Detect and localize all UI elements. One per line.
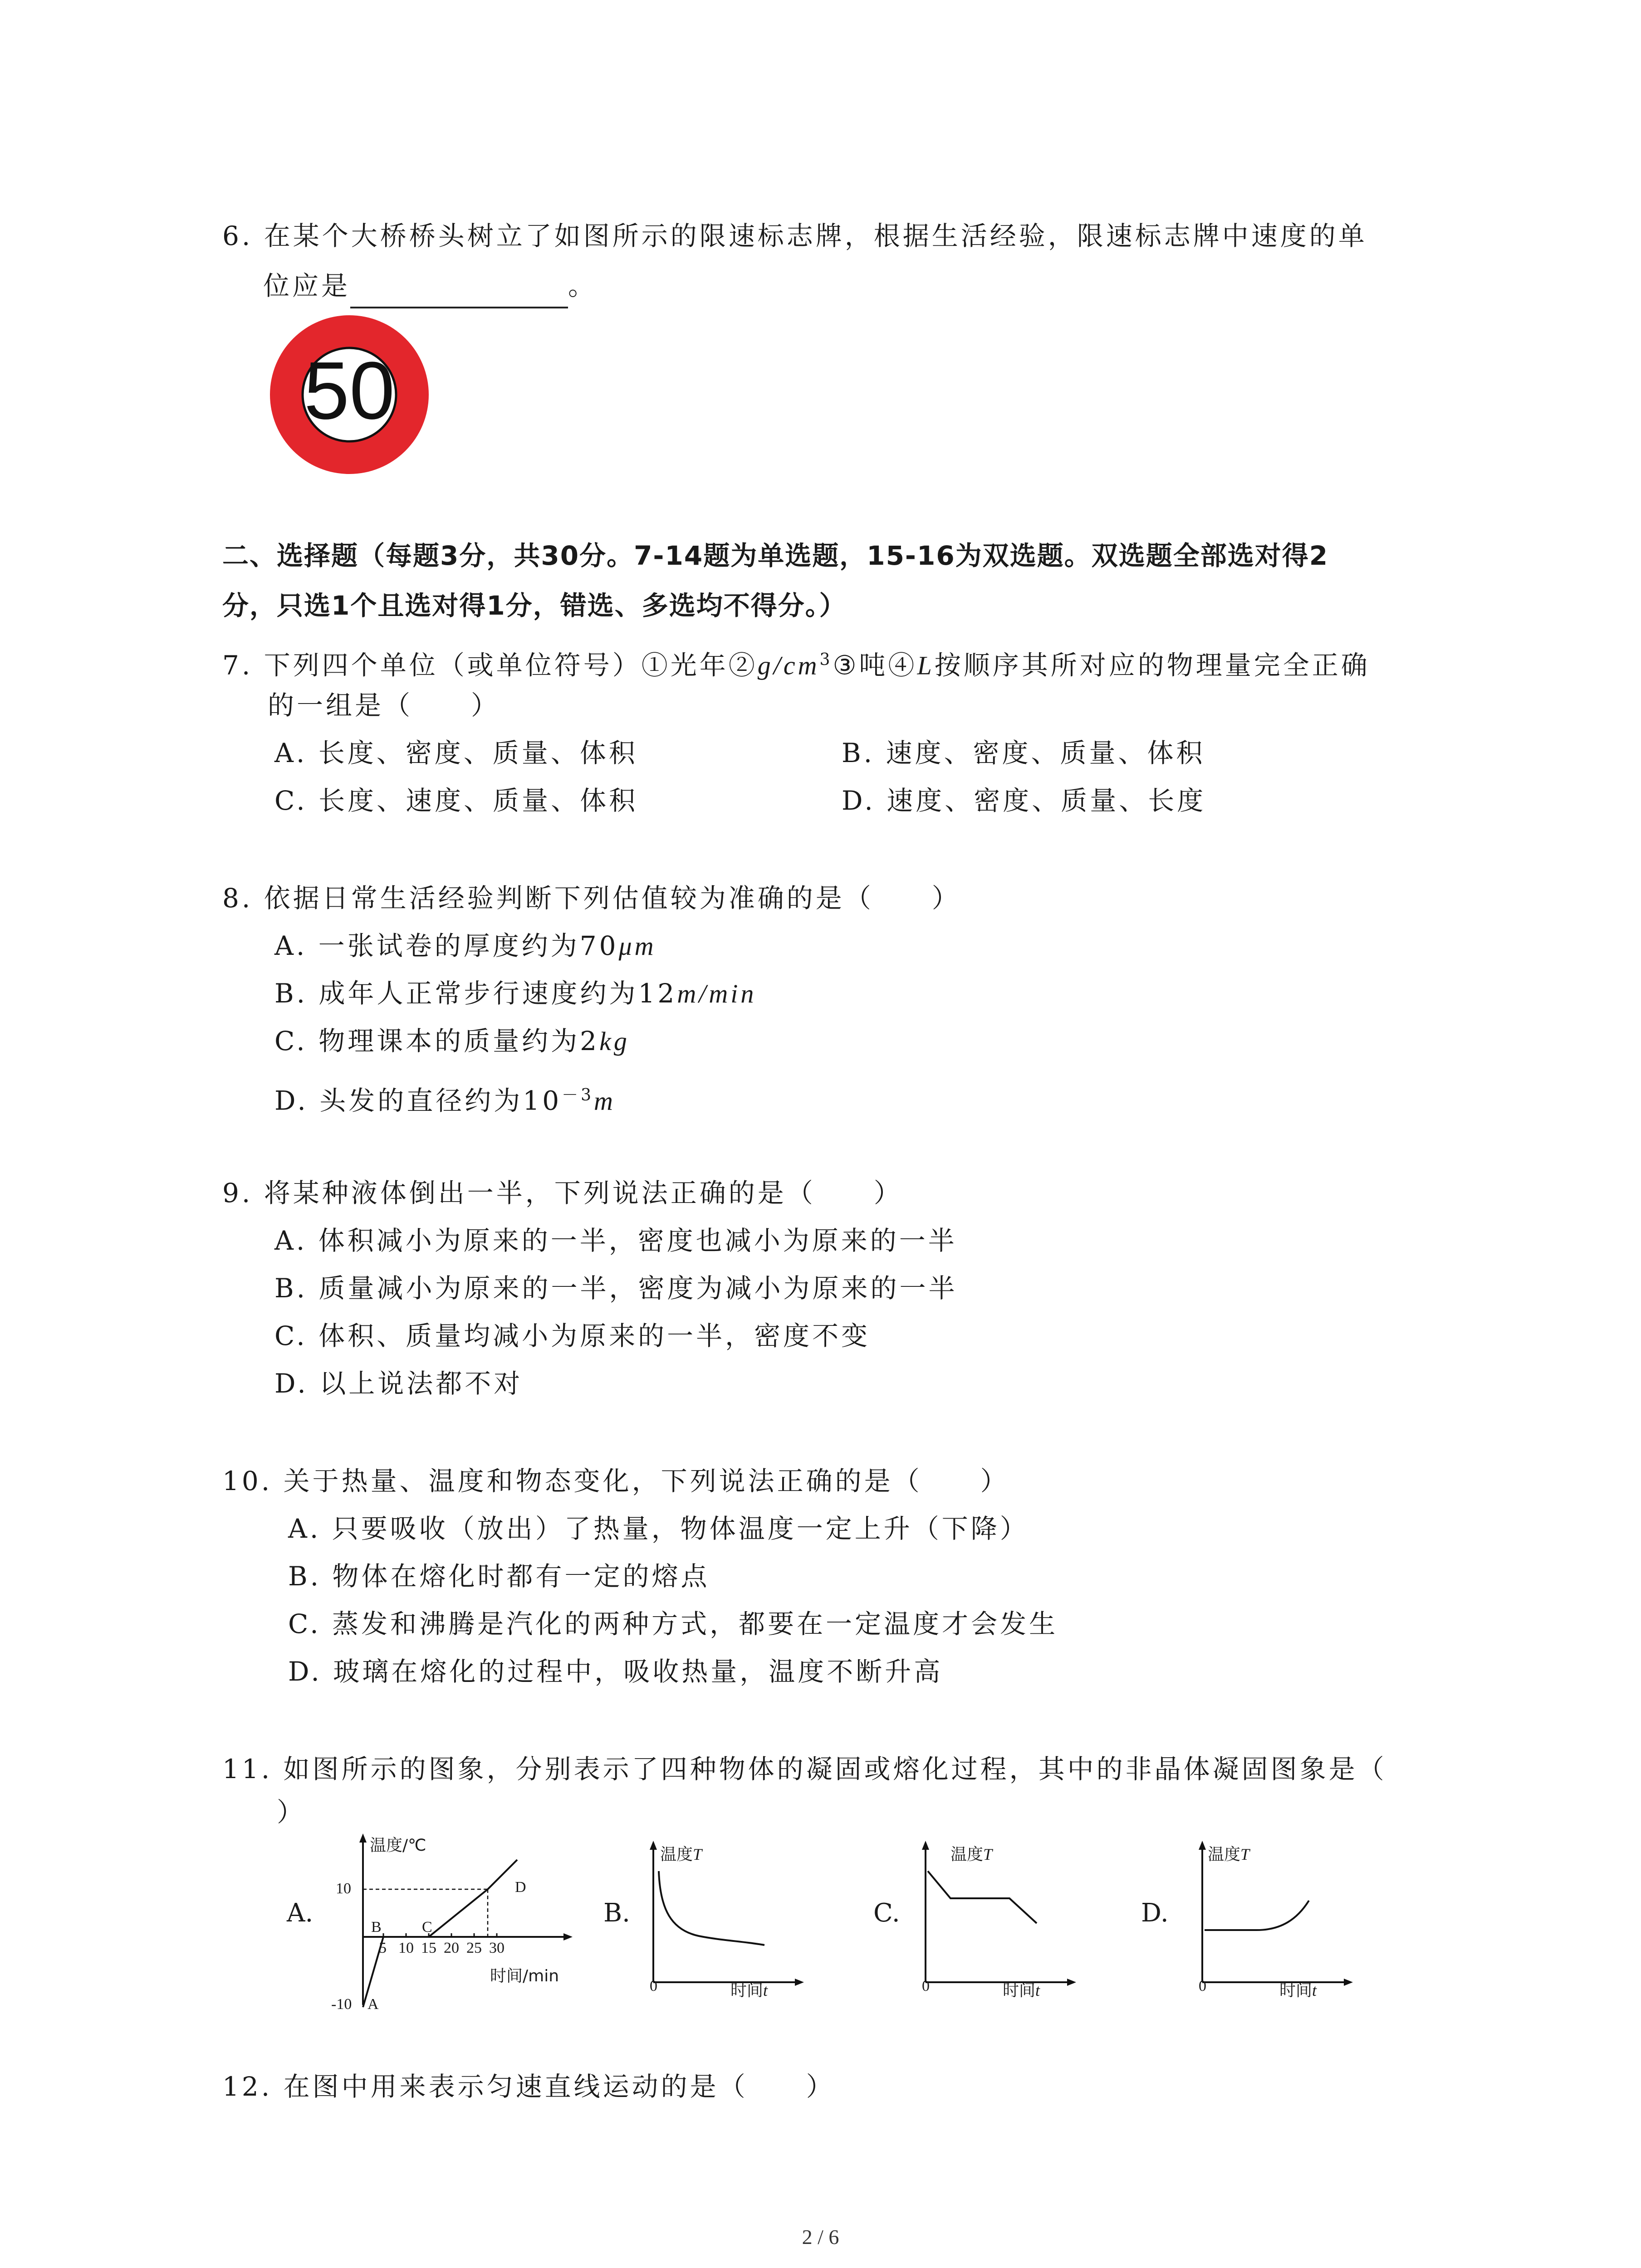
q11-graph-a-plot: [331, 1833, 585, 2014]
q11-graph-c-plot: [912, 1837, 1084, 2000]
q11-graph-a-point-a: A: [367, 1996, 379, 2013]
q8-option-b-text: B. 成年人正常步行速度约为12: [274, 978, 677, 1009]
page-number: 2 / 6: [802, 2225, 839, 2248]
q10-option-c[interactable]: C. 蒸发和沸腾是汽化的两种方式，都要在一定温度才会发生: [288, 1608, 1058, 1639]
q11-graph-d-xlabel-text: 时间: [1279, 1981, 1313, 2000]
q11-graph-d[interactable]: [1189, 1837, 1361, 2000]
section2-heading-line2: 分，只选1个且选对得1分，错选、多选均不得分。）: [222, 590, 847, 621]
q11-graph-d-ylabel-text: 温度: [1208, 1845, 1241, 1864]
q6-line2-text: 位应是: [263, 270, 351, 301]
q8-option-c-text: C. 物理课本的质量约为2: [274, 1026, 600, 1056]
q11-graph-d-xvar: t: [1312, 1981, 1317, 1999]
q7-option-a[interactable]: A. 长度、密度、质量、体积: [274, 738, 638, 768]
q11-graph-a-xlabel: 时间/min: [490, 1967, 559, 1985]
q11-graph-c-origin: 0: [922, 1978, 930, 1994]
q11-graph-b-xlabel-text: 时间: [730, 1981, 764, 2000]
q11-graph-a-point-b: B: [371, 1919, 382, 1936]
q11-option-a-label[interactable]: A.: [287, 1898, 314, 1928]
q6-line2-end: 。: [568, 270, 598, 301]
q11-graph-a-ylabel: 温度/℃: [370, 1836, 426, 1855]
q9-option-c[interactable]: C. 体积、质量均减小为原来的一半，密度不变: [274, 1320, 871, 1351]
q11-graph-a-xtick-20: 20: [444, 1940, 459, 1956]
q7-text-b: ③吨④: [833, 650, 917, 681]
q11-graph-d-yvar: T: [1240, 1845, 1250, 1863]
q8-option-d-unit: m: [594, 1086, 616, 1116]
q11-graph-b-xlabel: [730, 1978, 768, 2001]
q7-line1: [222, 637, 1370, 688]
q11-graph-d-ylabel: [1208, 1842, 1249, 1865]
q11-graph-a[interactable]: [331, 1833, 585, 2014]
q11-stem-line1: 11. 如图所示的图象，分别表示了四种物体的凝固或熔化过程，其中的非晶体凝固图象是（: [222, 1754, 1387, 1784]
q11-graph-b-ylabel: [660, 1842, 702, 1865]
q11-graph-c-ylabel: [950, 1842, 992, 1865]
q11-graph-c-xlabel: [1003, 1978, 1040, 2001]
speed-limit-value: 50: [304, 345, 395, 436]
q8-option-a-unit: μm: [618, 931, 656, 961]
q7-text-a: 7. 下列四个单位（或单位符号）①光年②: [222, 650, 758, 681]
speed-limit-sign: [268, 313, 431, 476]
q11-graph-d-xlabel: [1279, 1978, 1317, 2001]
q8-option-c[interactable]: [274, 1018, 630, 1064]
q11-graph-c-yvar: T: [983, 1845, 993, 1863]
q8-option-b[interactable]: [274, 971, 756, 1017]
q11-graph-a-ytick-10: 10: [336, 1880, 351, 1897]
q9-option-b[interactable]: B. 质量减小为原来的一半，密度为减小为原来的一半: [274, 1273, 958, 1304]
q6-line1: 6. 在某个大桥桥头树立了如图所示的限速标志牌，根据生活经验，限速标志牌中速度的单: [222, 220, 1367, 251]
q8-option-c-unit: kg: [599, 1026, 630, 1056]
q11-graph-a-xtick-10: 10: [398, 1940, 414, 1956]
q10-stem: 10. 关于热量、温度和物态变化，下列说法正确的是（ ）: [222, 1466, 1009, 1496]
q7-unit-density: g/cm: [757, 650, 820, 680]
q11-graph-b-ylabel-text: 温度: [660, 1845, 693, 1864]
q7-unit-litre: L: [917, 650, 935, 680]
q11-graph-c-xlabel-text: 时间: [1003, 1981, 1036, 2000]
q11-graph-a-xtick-30: 30: [489, 1940, 505, 1956]
q6-line2: [263, 263, 597, 308]
q11-graph-a-ytick-neg10: -10: [331, 1996, 352, 2013]
q8-stem: 8. 依据日常生活经验判断下列估值较为准确的是（ ）: [222, 883, 961, 914]
q12-stem: 12. 在图中用来表示匀速直线运动的是（ ）: [222, 2071, 835, 2102]
q11-graph-c[interactable]: [912, 1837, 1084, 2000]
q9-stem: 9. 将某种液体倒出一半，下列说法正确的是（ ）: [222, 1178, 903, 1208]
q11-graph-b-origin: 0: [650, 1978, 657, 1994]
q9-option-a[interactable]: A. 体积减小为原来的一半，密度也减小为原来的一半: [274, 1225, 957, 1256]
q8-option-d[interactable]: [274, 1073, 616, 1124]
q11-option-c-label[interactable]: C.: [873, 1898, 900, 1928]
q7-option-c[interactable]: C. 长度、速度、质量、体积: [274, 785, 638, 816]
q11-option-b-label[interactable]: B.: [603, 1898, 630, 1928]
q7-option-b[interactable]: B. 速度、密度、质量、体积: [842, 738, 1205, 768]
q7-unit-sup: 3: [819, 650, 833, 669]
q11-graph-b-xvar: t: [763, 1981, 768, 1999]
q9-option-d[interactable]: D. 以上说法都不对: [274, 1368, 523, 1399]
q8-option-d-text: D. 头发的直径约为10: [274, 1085, 562, 1116]
q8-option-a-text: A. 一张试卷的厚度约为70: [274, 930, 619, 961]
q11-graph-b-yvar: T: [693, 1845, 702, 1863]
q11-graph-a-point-d: D: [515, 1879, 526, 1896]
q11-graph-a-xtick-5: 5: [379, 1940, 387, 1956]
q11-option-d-label[interactable]: D.: [1141, 1898, 1169, 1928]
q6-answer-blank[interactable]: [350, 275, 568, 308]
q7-line2: 的一组是（ ）: [268, 690, 500, 721]
q11-graph-a-xtick-15: 15: [421, 1940, 436, 1956]
q11-graph-c-ylabel-text: 温度: [950, 1845, 984, 1864]
q11-graph-b[interactable]: [640, 1837, 812, 2000]
q8-option-d-sup: －3: [562, 1086, 594, 1105]
q11-graph-c-xvar: t: [1035, 1981, 1040, 1999]
q10-option-b[interactable]: B. 物体在熔化时都有一定的熔点: [288, 1561, 710, 1592]
q7-option-d[interactable]: D. 速度、密度、质量、长度: [842, 785, 1206, 816]
q11-graph-d-origin: 0: [1199, 1978, 1206, 1994]
q10-option-a[interactable]: A. 只要吸收（放出）了热量，物体温度一定上升（下降）: [288, 1513, 1029, 1544]
section2-heading-line1: 二、选择题（每题3分，共30分。7-14题为单选题，15-16为双选题。双选题全部选对得2: [222, 540, 1329, 571]
q7-text-c: 按顺序其所对应的物理量完全正确: [934, 650, 1370, 681]
q11-graph-a-xtick-25: 25: [466, 1940, 482, 1956]
q11-graph-a-point-c: C: [422, 1919, 432, 1936]
q10-option-d[interactable]: D. 玻璃在熔化的过程中，吸收热量，温度不断升高: [288, 1656, 943, 1687]
q8-option-b-unit: m/min: [677, 979, 757, 1008]
q11-stem-line2: ）: [277, 1797, 306, 1828]
q8-option-a[interactable]: [274, 923, 656, 969]
